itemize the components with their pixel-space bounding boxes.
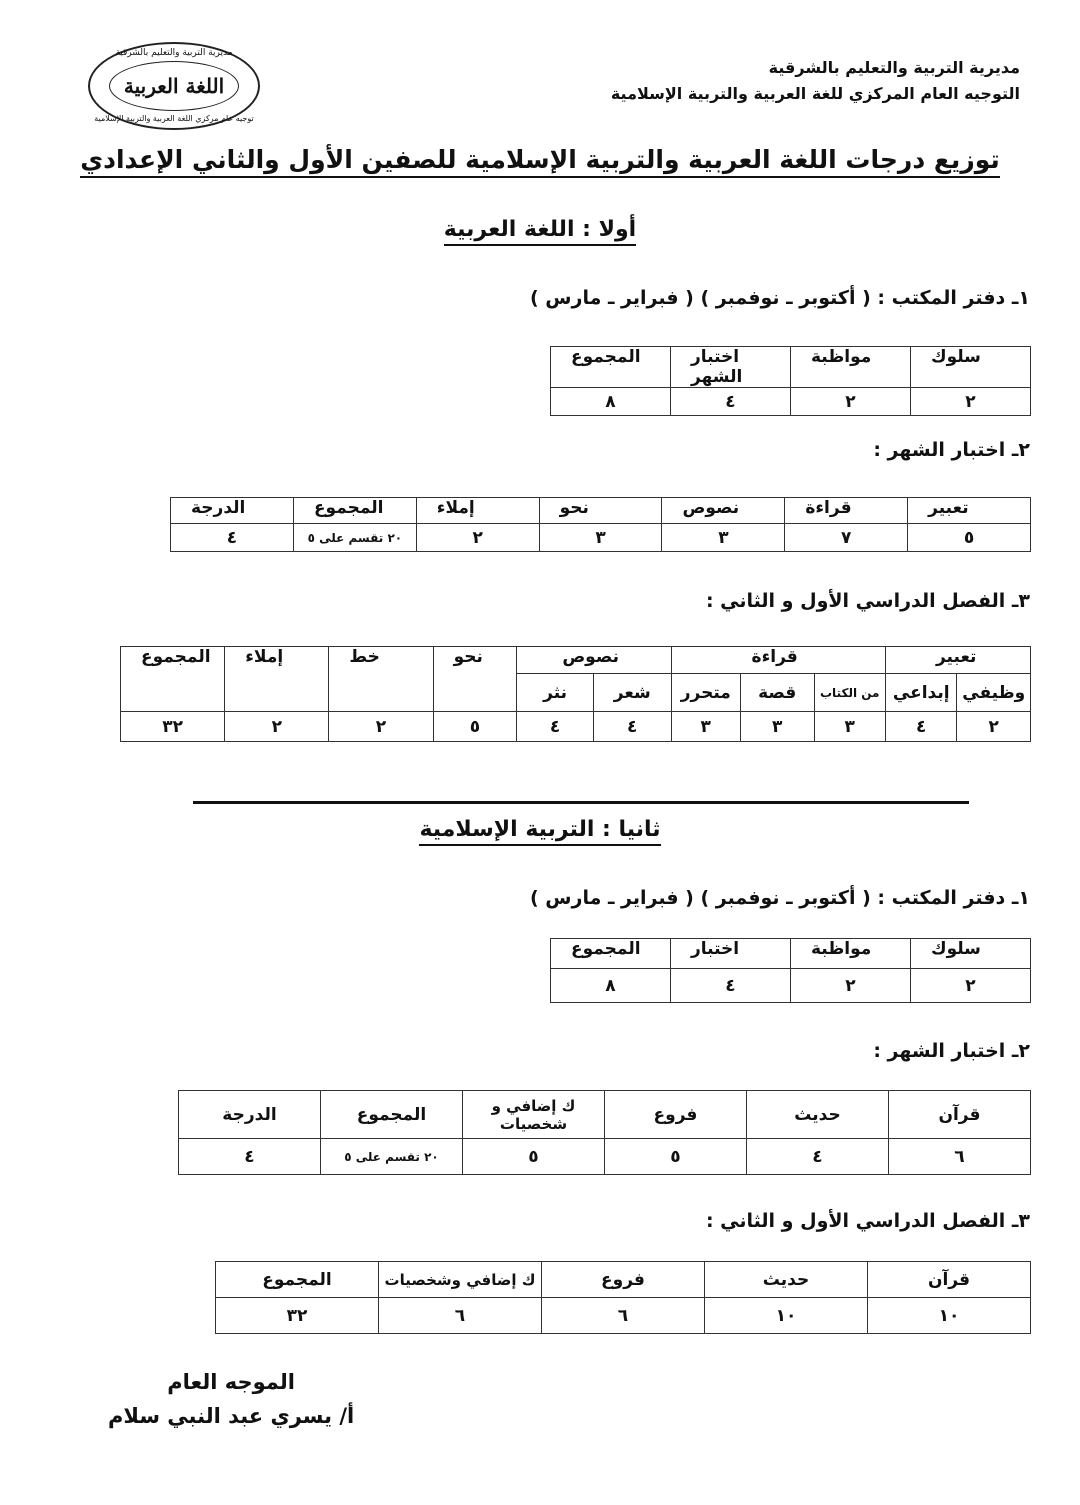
table-header-cell: تعبير — [885, 647, 1030, 674]
table-header-cell: نحو — [539, 498, 662, 524]
table-cell: ٣ — [539, 524, 662, 552]
table-subheader-cell: وظيفي — [957, 674, 1031, 712]
page-title: توزيع درجات اللغة العربية والتربية الإسلامية للصفين الأول والثاني الإعدادي — [0, 145, 1080, 174]
table-cell: ٦ — [542, 1298, 705, 1334]
table-cell: ٦ — [889, 1139, 1031, 1175]
table-header-cell: ك إضافي وشخصيات — [379, 1262, 542, 1298]
islamic-section-heading: ثانيا : التربية الإسلامية — [0, 817, 1080, 842]
table-header-cell: الدرجة — [179, 1091, 321, 1139]
arabic-language-seal-logo — [88, 42, 260, 130]
table-cell: ٧ — [785, 524, 908, 552]
table-header-cell: إملاء — [225, 647, 329, 712]
table-cell: ٦ — [379, 1298, 542, 1334]
table-header-cell: المجموع — [293, 498, 416, 524]
table-cell: ٢٠ تقسم على ٥ — [321, 1139, 463, 1175]
table-header-cell: سلوك — [911, 939, 1031, 969]
table-header-cell: فروع — [605, 1091, 747, 1139]
table-header-cell: نحو — [433, 647, 517, 712]
table-cell: ٤ — [179, 1139, 321, 1175]
islamic-monthly-test-table — [178, 1090, 1031, 1175]
table-cell: ٢٠ تقسم على ٥ — [293, 524, 416, 552]
table-subheader-cell: من الكتاب — [814, 674, 885, 712]
table-header-cell: اختبار — [671, 939, 791, 969]
table-header-cell: المجموع — [121, 647, 225, 712]
department-line: التوجيه العام المركزي للغة العربية والتربية الإسلامية — [610, 84, 1020, 103]
arabic-semester-title: ٣ـ الفصل الدراسي الأول و الثاني : — [705, 590, 1030, 612]
table-header-cell: فروع — [542, 1262, 705, 1298]
table-header-cell: حديث — [747, 1091, 889, 1139]
table-cell: ٢ — [911, 388, 1031, 416]
table-cell: ٢ — [911, 969, 1031, 1003]
table-cell: ٣٢ — [216, 1298, 379, 1334]
arabic-monthly-test-title: ٢ـ اختبار الشهر : — [873, 439, 1030, 461]
table-cell: ١٠ — [705, 1298, 868, 1334]
table-subheader-cell: قصة — [740, 674, 814, 712]
islamic-semester-title: ٣ـ الفصل الدراسي الأول و الثاني : — [705, 1210, 1030, 1232]
table-header-cell: نصوص — [517, 647, 671, 674]
table-cell: ٤ — [593, 712, 671, 742]
islamic-semester-table — [215, 1261, 1031, 1334]
directorate-line: مديرية التربية والتعليم بالشرقية — [768, 58, 1020, 77]
table-cell: ٢ — [791, 388, 911, 416]
table-header-cell: الدرجة — [171, 498, 294, 524]
table-header-cell: مواظبة — [791, 347, 911, 388]
table-header-cell: المجموع — [551, 347, 671, 388]
arabic-notebook-title: ١ـ دفتر المكتب : ( أكتوبر ـ نوفمبر ) ( فبراير ـ مارس ) — [529, 287, 1030, 309]
table-header-cell: خط — [329, 647, 433, 712]
table-cell: ٥ — [908, 524, 1031, 552]
table-subheader-cell: نثر — [517, 674, 594, 712]
table-header-cell: قراءة — [785, 498, 908, 524]
table-cell: ٤ — [171, 524, 294, 552]
arabic-monthly-test-table — [170, 497, 1031, 552]
table-cell: ٣ — [662, 524, 785, 552]
arabic-notebook-table — [550, 346, 1031, 416]
table-header-cell: نصوص — [662, 498, 785, 524]
islamic-monthly-test-title: ٢ـ اختبار الشهر : — [873, 1040, 1030, 1062]
table-cell: ٥ — [605, 1139, 747, 1175]
table-header-cell: قراءة — [671, 647, 885, 674]
table-cell: ٢ — [791, 969, 911, 1003]
logo-ring-top-text: مديرية التربية والتعليم بالشرقية — [115, 48, 233, 58]
table-cell: ٤ — [747, 1139, 889, 1175]
table-cell: ٤ — [671, 388, 791, 416]
table-subheader-cell: إبداعي — [885, 674, 956, 712]
table-cell: ٤ — [517, 712, 594, 742]
table-cell: ٤ — [885, 712, 956, 742]
logo-center-text: اللغة العربية — [109, 61, 239, 111]
table-cell: ٢ — [329, 712, 433, 742]
table-header-cell: مواظبة — [791, 939, 911, 969]
table-cell: ٥ — [463, 1139, 605, 1175]
table-header-cell: اختبار الشهر — [671, 347, 791, 388]
signature-name: أ/ يسري عبد النبي سلام — [108, 1404, 355, 1428]
table-cell: ٢ — [957, 712, 1031, 742]
table-cell: ٢ — [416, 524, 539, 552]
table-cell: ٤ — [671, 969, 791, 1003]
signature-role: الموجه العام — [167, 1370, 295, 1394]
table-header-cell: سلوك — [911, 347, 1031, 388]
islamic-notebook-table — [550, 938, 1031, 1003]
table-cell: ٨ — [551, 388, 671, 416]
table-header-cell: قرآن — [868, 1262, 1031, 1298]
table-header-cell: المجموع — [551, 939, 671, 969]
table-header-cell: ك إضافي و شخصيات — [463, 1091, 605, 1139]
table-cell: ٣ — [740, 712, 814, 742]
logo-ring-bottom-text: توجيه عام مركزي اللغة العربية والتربية الإسلامية — [94, 114, 254, 123]
table-cell: ٣ — [671, 712, 740, 742]
table-cell: ٥ — [433, 712, 517, 742]
table-subheader-cell: متحرر — [671, 674, 740, 712]
table-cell: ٣ — [814, 712, 885, 742]
arabic-section-heading: أولا : اللغة العربية — [0, 217, 1080, 242]
table-cell: ٣٢ — [121, 712, 225, 742]
table-header-cell: إملاء — [416, 498, 539, 524]
table-cell: ١٠ — [868, 1298, 1031, 1334]
table-cell: ٢ — [225, 712, 329, 742]
table-header-cell: حديث — [705, 1262, 868, 1298]
section-divider — [193, 801, 969, 804]
table-header-cell: قرآن — [889, 1091, 1031, 1139]
signature-block — [108, 1365, 354, 1433]
table-header-cell: المجموع — [216, 1262, 379, 1298]
arabic-semester-table — [120, 646, 1031, 742]
table-header-cell: تعبير — [908, 498, 1031, 524]
table-subheader-cell: شعر — [593, 674, 671, 712]
islamic-notebook-title: ١ـ دفتر المكتب : ( أكتوبر ـ نوفمبر ) ( فبراير ـ مارس ) — [529, 887, 1030, 909]
issuer-header — [611, 55, 1020, 107]
table-header-cell: المجموع — [321, 1091, 463, 1139]
table-cell: ٨ — [551, 969, 671, 1003]
